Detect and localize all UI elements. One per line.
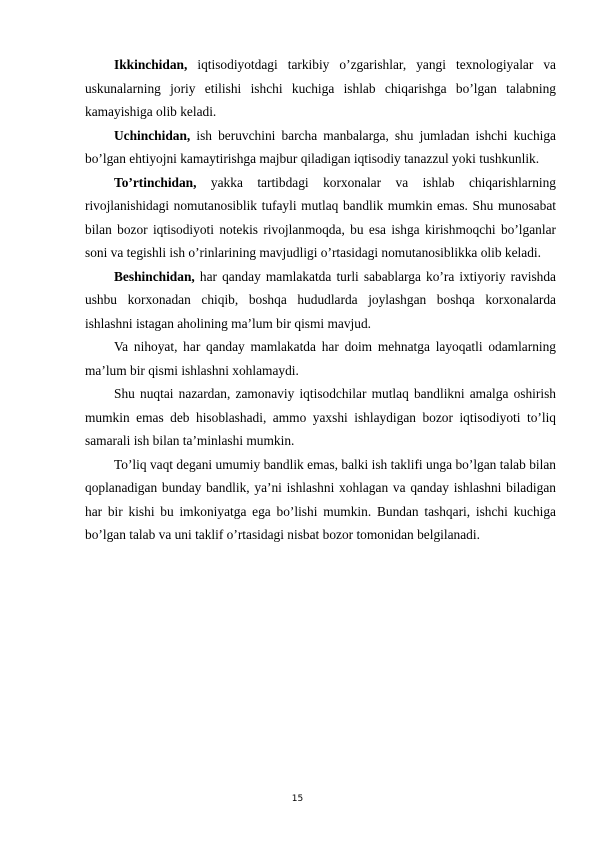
paragraph-text: To’liq vaqt degani umumiy bandlik emas, balki ish taklifi unga bo’lgan talab bilan qoplanadigan bunday bandlik, ya’ni ishlashni xohlagan va qanday ishlashni biladigan har bir kishi bu imkoniyatga ega bo’lishi mumkin. Bundan tashqari, ishchi kuchiga bo’lgan talab va uni taklif o’rtasidagi nisbat bozor tomonidan belgilanadi. [85, 456, 556, 542]
paragraph-text: Va nihoyat, har qanday mamlakatda har doim mehnatga layoqatli odamlarning ma’lum bir qismi ishlashni xohlamaydi. [85, 339, 556, 378]
paragraph-lead: Uchinchidan, [114, 127, 191, 143]
paragraph-lead: Ikkinchidan, [114, 57, 188, 72]
document-page [85, 53, 556, 547]
paragraph-lead: Beshinchidan, [114, 268, 195, 284]
paragraph-uchinchidan [85, 124, 556, 171]
paragraph-tortinchidan [85, 171, 556, 265]
paragraph-ikkinchidan [85, 53, 556, 124]
paragraph-lead: To’rtinchidan, [114, 174, 197, 190]
paragraph-text: iqtisodiyotdagi tarkibiy o’zgarishlar, yangi texnologiyalar va uskunalarning joriy etilishi ishchi kuchiga ishlab chiqarishga bo’lgan talabning kamayishiga olib keladi. [85, 57, 556, 119]
paragraph-shu-nuqtai-nazardan [85, 382, 556, 453]
paragraph-text: ish beruvchini barcha manbalarga, shu jumladan ishchi kuchiga bo’lgan ehtiyojni kamaytirishga majbur qiladigan iqtisodiy tanazzul yoki tushkunlik. [85, 127, 556, 166]
paragraph-va-nihoyat [85, 335, 556, 382]
paragraph-text: har qanday mamlakatda turli sabablarga ko’ra ixtiyoriy ravishda ushbu korxonadan chiqib, boshqa hududlarda joylashgan boshqa korxonalarda ishlashni istagan aholining ma’lum bir qismi mavjud. [85, 268, 556, 331]
paragraph-toliq-vaqt [85, 453, 556, 547]
paragraph-text: yakka tartibdagi korxonalar va ishlab chiqarishlarning rivojlanishidagi nomutanosiblik tufayli mutlaq bandlik mumkin emas. Shu munosabat bilan bozor iqtisodiyoti notekis rivojlanmoqda, bu esa ishga kirishmoqchi bo’lganlar soni va tegishli ish o’rinlarining mavjudligi o’rtasidagi nomutanosiblikka olib keladi. [85, 174, 556, 260]
paragraph-beshinchidan [85, 265, 556, 336]
paragraph-text: Shu nuqtai nazardan, zamonaviy iqtisodchilar mutlaq bandlikni amalga oshirish mumkin emas deb hisoblashadi, ammo yaxshi ishlaydigan bozor iqtisodiyoti to’liq samarali ish bilan ta’minlashi mumkin. [85, 386, 556, 448]
page-number: 15 [291, 794, 304, 804]
